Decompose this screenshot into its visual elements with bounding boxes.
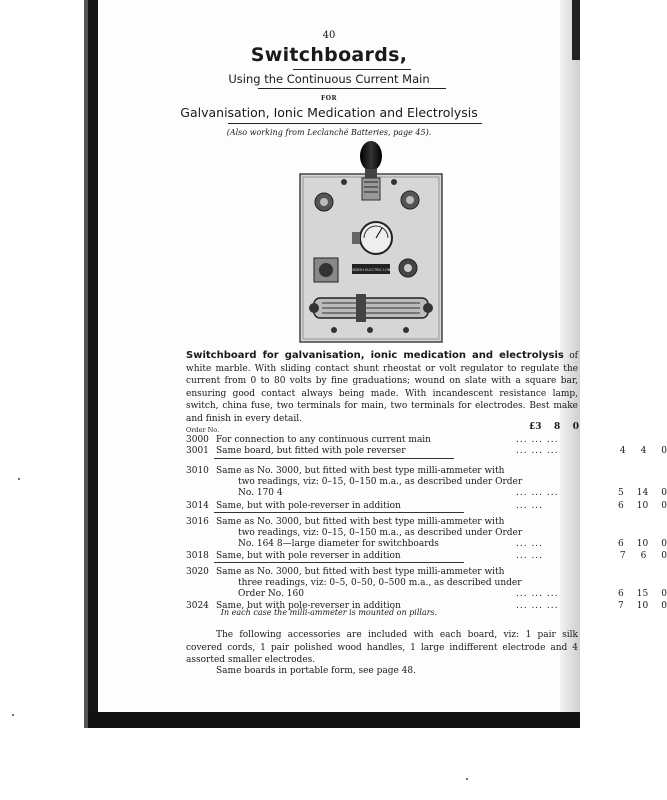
page-number: 40 [322, 30, 336, 41]
row-text: Same, but with pole-reverser in addition [216, 501, 401, 511]
order-number: 3010 [186, 466, 209, 476]
row-price: 7 6 0 [619, 551, 667, 561]
row-leaders: ... ... ... [516, 446, 559, 456]
battery-note: (Also working from Leclanché Batteries, page 45). [226, 128, 432, 137]
price-header [529, 422, 579, 432]
page-subtitle: Using the Continuous Current Main [228, 72, 430, 86]
row-price: 6 15 0 [618, 589, 667, 599]
row-text: Same, but with pole-reverser in addition [216, 601, 401, 611]
row-price: 5 14 0 [618, 488, 667, 498]
scan-speck [18, 478, 20, 480]
row-text: Same as No. 3000, but fitted with best type milli-ammeter with [216, 466, 505, 476]
row-text: Same board, but fitted with pole reverser [216, 446, 406, 456]
order-number-header: Order No. [186, 426, 220, 434]
row-text: two readings, viz: 0–15, 0–150 m.a., as described under Order [238, 477, 523, 487]
order-number: 3020 [186, 567, 209, 577]
switchboard-photo [294, 140, 448, 346]
table-row [186, 588, 667, 600]
product-description [186, 350, 578, 426]
order-number: 3000 [186, 435, 209, 445]
title-underline [293, 69, 411, 70]
description-lead: Switchboard for galvanisation, ionic medication and electrolysis [186, 350, 564, 361]
row-leaders: ... ... [516, 539, 544, 549]
row-text: No. 164 8—large diameter for switchboards [238, 539, 439, 549]
row-text: No. 170 4 [238, 488, 283, 498]
divider [214, 562, 464, 563]
subtitle-underline [258, 88, 446, 89]
row-leaders: ... ... [516, 501, 544, 511]
page-title: Switchboards, [250, 44, 408, 66]
portable-note: Same boards in portable form, see page 48. [216, 666, 416, 676]
row-price: 6 10 0 [618, 501, 667, 511]
row-text: Same as No. 3000, but fitted with best type milli-ammeter with [216, 567, 505, 577]
for-label: FOR [321, 95, 337, 102]
pillars-note: In each case the milli-ammeter is mounted on pillars. [220, 608, 438, 617]
table-row [186, 500, 667, 512]
row-price: 7 10 0 [618, 601, 667, 611]
scan-border-left [88, 0, 98, 728]
row-text: Same as No. 3000, but fitted with best type milli-ammeter with [216, 517, 505, 527]
section-heading-underline [228, 123, 482, 124]
description-body: of white marble. With sliding contact shunt rheostat or volt regulator to regulate the current from 0 to 80 volts by fine graduations; wound on slate with a square bar, ensuring good contact always being made. With incandescent resistance lamp, switch, china fuse, two terminals for main, two terminals for electrodes. Best make and finish in every detail. [186, 351, 578, 424]
section-heading: Galvanisation, Ionic Medication and Electrolysis [180, 105, 478, 120]
row-leaders: ... ... ... [516, 589, 559, 599]
order-number: 3024 [186, 601, 209, 611]
price-pence: 0 [572, 422, 579, 432]
accessories-paragraph: The following accessories are included with each board, viz: 1 pair silk covered cords, 1 pair polished wood handles, 1 large indifferent electrode and 4 assorted smaller electrodes. [186, 630, 578, 666]
row-price: 4 4 0 [619, 446, 667, 456]
catalogue-page [98, 0, 667, 712]
order-number: 3014 [186, 501, 209, 511]
divider [214, 512, 464, 513]
resistance-lamp-icon [360, 141, 382, 171]
row-text: For connection to any continuous current main [216, 435, 431, 445]
row-text: Order No. 160 [238, 589, 304, 599]
row-leaders: ... ... [516, 551, 544, 561]
row-text: Same, but with pole reverser in addition [216, 551, 401, 561]
maker-plate-text: CAVENDISH ELECTRIC LONDON [343, 268, 399, 272]
row-leaders: ... ... ... [516, 601, 559, 611]
scan-speck [12, 714, 14, 716]
row-price: 6 10 0 [618, 539, 667, 549]
price-pounds: £3 [529, 422, 542, 432]
table-row [186, 487, 667, 499]
order-number: 3001 [186, 446, 209, 456]
row-text: two readings, viz: 0–15, 0–150 m.a., as described under Order [238, 528, 523, 538]
table-row [186, 445, 667, 457]
table-row [186, 538, 667, 550]
scan-speck [466, 778, 468, 780]
scan-corner-right [572, 0, 580, 60]
order-number: 3018 [186, 551, 209, 561]
price-shillings: 8 [554, 422, 561, 432]
row-leaders: ... ... ... [516, 435, 559, 445]
scan-border-bottom [88, 712, 580, 728]
row-leaders: ... ... ... [516, 488, 559, 498]
table-row [186, 550, 667, 562]
row-text: three readings, viz: 0–5, 0–50, 0–500 m.a., as described under [238, 578, 522, 588]
order-number: 3016 [186, 517, 209, 527]
divider [214, 458, 454, 459]
